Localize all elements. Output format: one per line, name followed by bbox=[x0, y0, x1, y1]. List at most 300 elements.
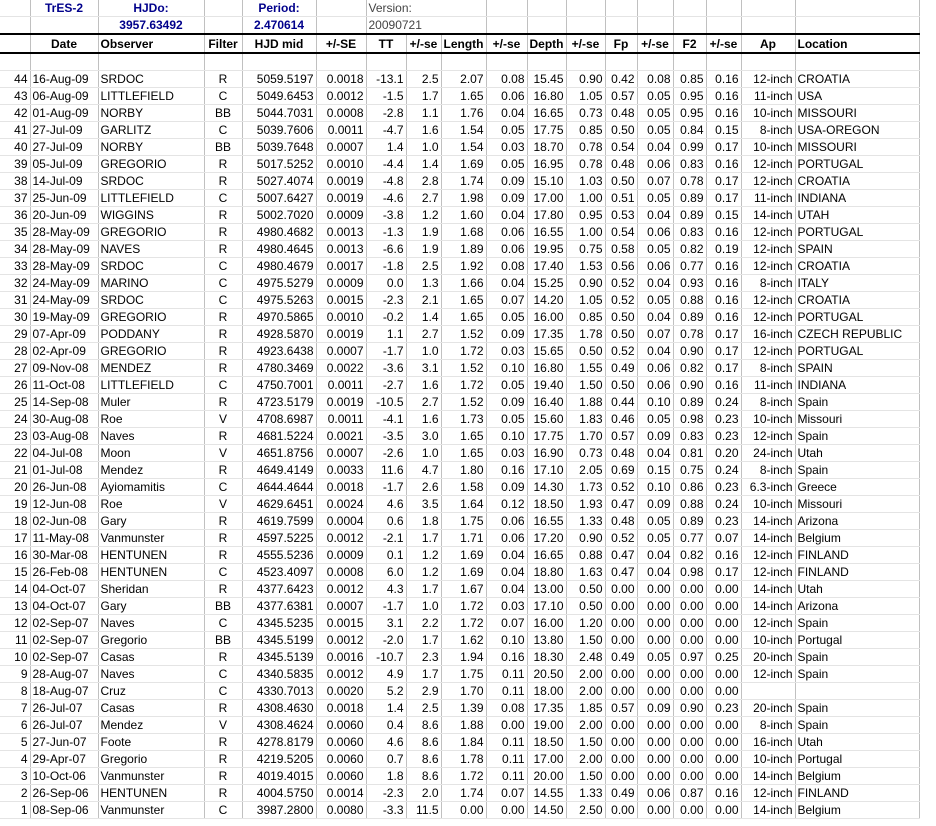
table-cell[interactable]: 0.85 bbox=[566, 122, 605, 139]
table-cell[interactable]: 0.08 bbox=[486, 71, 527, 88]
table-cell[interactable]: 0.99 bbox=[673, 139, 706, 156]
table-cell[interactable]: 0.07 bbox=[706, 530, 741, 547]
period-value[interactable]: 2.470614 bbox=[242, 17, 316, 35]
table-cell[interactable]: 11-inch bbox=[741, 190, 795, 207]
table-cell[interactable]: 1.89 bbox=[441, 241, 486, 258]
table-cell[interactable]: 0.00 bbox=[605, 717, 637, 734]
table-cell[interactable]: 4345.5235 bbox=[242, 615, 316, 632]
table-cell[interactable]: 0.89 bbox=[673, 207, 706, 224]
table-cell[interactable]: 0.54 bbox=[605, 139, 637, 156]
table-cell[interactable]: 14-inch bbox=[741, 530, 795, 547]
table-cell[interactable]: 4980.4679 bbox=[242, 258, 316, 275]
version-label[interactable]: Version: bbox=[366, 0, 486, 17]
table-cell[interactable]: 31 bbox=[0, 292, 30, 309]
table-cell[interactable]: 4923.6438 bbox=[242, 343, 316, 360]
table-cell[interactable]: R bbox=[204, 156, 242, 173]
table-cell[interactable]: 4377.6423 bbox=[242, 581, 316, 598]
table-cell[interactable]: 0.83 bbox=[673, 428, 706, 445]
table-cell[interactable]: 15 bbox=[0, 564, 30, 581]
table-cell[interactable]: 0.24 bbox=[706, 462, 741, 479]
table-cell[interactable]: 13.00 bbox=[527, 581, 566, 598]
table-cell[interactable]: 30-Mar-08 bbox=[30, 547, 98, 564]
table-cell[interactable]: 0.00 bbox=[706, 598, 741, 615]
table-cell[interactable]: 0.09 bbox=[486, 190, 527, 207]
table-cell[interactable]: 0.47 bbox=[605, 564, 637, 581]
table-cell[interactable]: 0.00 bbox=[637, 666, 673, 683]
table-cell[interactable]: 1.69 bbox=[441, 547, 486, 564]
table-cell[interactable]: -1.7 bbox=[366, 598, 406, 615]
table-cell[interactable]: 16.00 bbox=[527, 615, 566, 632]
table-cell[interactable]: 0.03 bbox=[486, 598, 527, 615]
table-cell[interactable]: 0.86 bbox=[673, 479, 706, 496]
cell[interactable] bbox=[366, 53, 406, 71]
table-cell[interactable]: 1.33 bbox=[566, 513, 605, 530]
table-cell[interactable]: 1.8 bbox=[406, 513, 441, 530]
column-header[interactable]: +/-se bbox=[406, 34, 441, 53]
table-cell[interactable]: -10.7 bbox=[366, 649, 406, 666]
table-cell[interactable]: 05-Jul-09 bbox=[30, 156, 98, 173]
cell[interactable] bbox=[566, 53, 605, 71]
table-cell[interactable]: R bbox=[204, 343, 242, 360]
table-cell[interactable]: -3.6 bbox=[366, 360, 406, 377]
table-cell[interactable]: 0.06 bbox=[637, 377, 673, 394]
table-cell[interactable]: PODDANY bbox=[98, 326, 204, 343]
table-cell[interactable]: 4928.5870 bbox=[242, 326, 316, 343]
table-cell[interactable]: BB bbox=[204, 632, 242, 649]
table-cell[interactable]: Belgium bbox=[795, 530, 919, 547]
table-cell[interactable]: SRDOC bbox=[98, 173, 204, 190]
table-cell[interactable]: 0.00 bbox=[637, 581, 673, 598]
table-cell[interactable]: 1.6 bbox=[406, 377, 441, 394]
table-cell[interactable]: 5.2 bbox=[366, 683, 406, 700]
table-cell[interactable]: MARINO bbox=[98, 275, 204, 292]
table-cell[interactable]: R bbox=[204, 71, 242, 88]
table-cell[interactable]: 0.42 bbox=[605, 71, 637, 88]
table-cell[interactable]: 0.00 bbox=[637, 598, 673, 615]
table-cell[interactable]: 8-inch bbox=[741, 717, 795, 734]
table-cell[interactable]: 0.17 bbox=[706, 343, 741, 360]
table-cell[interactable]: 0.50 bbox=[605, 326, 637, 343]
table-cell[interactable]: 0.0018 bbox=[316, 71, 366, 88]
table-cell[interactable]: 0.17 bbox=[706, 139, 741, 156]
table-cell[interactable]: 0.48 bbox=[605, 513, 637, 530]
table-cell[interactable]: 0.00 bbox=[637, 734, 673, 751]
table-cell[interactable]: 10-inch bbox=[741, 751, 795, 768]
table-cell[interactable]: Foote bbox=[98, 734, 204, 751]
table-cell[interactable]: 0.90 bbox=[566, 530, 605, 547]
table-cell[interactable]: 0.00 bbox=[637, 768, 673, 785]
table-cell[interactable]: 10-inch bbox=[741, 139, 795, 156]
table-cell[interactable]: 19.40 bbox=[527, 377, 566, 394]
table-cell[interactable]: 0.0060 bbox=[316, 734, 366, 751]
table-cell[interactable]: 0.11 bbox=[486, 666, 527, 683]
table-cell[interactable]: 0.05 bbox=[637, 122, 673, 139]
table-cell[interactable]: 0.08 bbox=[486, 700, 527, 717]
table-cell[interactable]: 20.00 bbox=[527, 768, 566, 785]
table-cell[interactable]: 4340.5835 bbox=[242, 666, 316, 683]
table-cell[interactable]: 2.07 bbox=[441, 71, 486, 88]
table-cell[interactable]: 1.73 bbox=[441, 411, 486, 428]
table-cell[interactable]: 19.00 bbox=[527, 717, 566, 734]
table-cell[interactable] bbox=[795, 683, 919, 700]
table-cell[interactable]: 1.92 bbox=[441, 258, 486, 275]
table-cell[interactable]: 38 bbox=[0, 173, 30, 190]
table-cell[interactable]: 1.71 bbox=[441, 530, 486, 547]
table-cell[interactable]: 0.0022 bbox=[316, 360, 366, 377]
table-cell[interactable]: 0.05 bbox=[637, 530, 673, 547]
table-cell[interactable]: 16.55 bbox=[527, 224, 566, 241]
table-cell[interactable]: 1.0 bbox=[406, 343, 441, 360]
table-cell[interactable]: 0.57 bbox=[605, 700, 637, 717]
table-cell[interactable]: Casas bbox=[98, 700, 204, 717]
column-header[interactable]: +/-se bbox=[566, 34, 605, 53]
table-cell[interactable]: 0.89 bbox=[673, 309, 706, 326]
table-cell[interactable]: 0.00 bbox=[605, 802, 637, 819]
table-cell[interactable]: C bbox=[204, 275, 242, 292]
table-cell[interactable]: 0.88 bbox=[673, 292, 706, 309]
table-cell[interactable]: R bbox=[204, 224, 242, 241]
table-cell[interactable]: 0.83 bbox=[673, 156, 706, 173]
table-cell[interactable]: 1.84 bbox=[441, 734, 486, 751]
table-cell[interactable]: 1.2 bbox=[406, 564, 441, 581]
table-cell[interactable]: 15.10 bbox=[527, 173, 566, 190]
table-cell[interactable]: 0.05 bbox=[486, 411, 527, 428]
table-cell[interactable]: Gregorio bbox=[98, 751, 204, 768]
cell[interactable] bbox=[741, 17, 795, 35]
table-cell[interactable]: 36 bbox=[0, 207, 30, 224]
table-cell[interactable]: 0.06 bbox=[637, 224, 673, 241]
table-cell[interactable]: 0.0007 bbox=[316, 445, 366, 462]
table-cell[interactable]: 43 bbox=[0, 88, 30, 105]
table-cell[interactable]: 39 bbox=[0, 156, 30, 173]
table-cell[interactable]: 0.03 bbox=[486, 445, 527, 462]
table-cell[interactable]: 1.20 bbox=[566, 615, 605, 632]
table-cell[interactable]: 17 bbox=[0, 530, 30, 547]
table-cell[interactable]: 1.78 bbox=[441, 751, 486, 768]
table-cell[interactable]: 0.0019 bbox=[316, 173, 366, 190]
table-cell[interactable]: HENTUNEN bbox=[98, 564, 204, 581]
table-cell[interactable]: 0.04 bbox=[637, 445, 673, 462]
table-cell[interactable]: 0.05 bbox=[637, 241, 673, 258]
table-cell[interactable]: 2.05 bbox=[566, 462, 605, 479]
table-cell[interactable]: 4219.5205 bbox=[242, 751, 316, 768]
table-cell[interactable]: 4980.4682 bbox=[242, 224, 316, 241]
table-cell[interactable]: 6.3-inch bbox=[741, 479, 795, 496]
table-cell[interactable]: 0.00 bbox=[637, 683, 673, 700]
cell[interactable] bbox=[673, 53, 706, 71]
table-cell[interactable]: Utah bbox=[795, 581, 919, 598]
table-cell[interactable]: 0.00 bbox=[605, 581, 637, 598]
table-cell[interactable]: 4980.4645 bbox=[242, 241, 316, 258]
table-cell[interactable]: 0.15 bbox=[706, 122, 741, 139]
table-cell[interactable]: R bbox=[204, 428, 242, 445]
table-cell[interactable]: 0.98 bbox=[673, 411, 706, 428]
table-cell[interactable]: C bbox=[204, 479, 242, 496]
table-cell[interactable]: 1.72 bbox=[441, 615, 486, 632]
table-cell[interactable]: 24 bbox=[0, 411, 30, 428]
table-cell[interactable]: 4651.8756 bbox=[242, 445, 316, 462]
table-cell[interactable]: 0.78 bbox=[673, 326, 706, 343]
table-cell[interactable]: Missouri bbox=[795, 496, 919, 513]
table-cell[interactable]: 12-inch bbox=[741, 547, 795, 564]
table-cell[interactable]: SRDOC bbox=[98, 71, 204, 88]
table-cell[interactable]: 1.83 bbox=[566, 411, 605, 428]
table-cell[interactable]: 0.50 bbox=[605, 309, 637, 326]
table-cell[interactable]: 17.75 bbox=[527, 428, 566, 445]
table-cell[interactable]: 0.0033 bbox=[316, 462, 366, 479]
table-cell[interactable]: 0.48 bbox=[605, 445, 637, 462]
table-cell[interactable]: 8 bbox=[0, 683, 30, 700]
table-cell[interactable]: C bbox=[204, 802, 242, 819]
column-header[interactable]: +/-se bbox=[637, 34, 673, 53]
table-cell[interactable]: Spain bbox=[795, 666, 919, 683]
table-cell[interactable]: 25-Jun-09 bbox=[30, 190, 98, 207]
cell[interactable] bbox=[706, 53, 741, 71]
table-cell[interactable]: 0.00 bbox=[673, 734, 706, 751]
table-cell[interactable]: 11.6 bbox=[366, 462, 406, 479]
table-cell[interactable]: 24-inch bbox=[741, 445, 795, 462]
table-cell[interactable]: -4.4 bbox=[366, 156, 406, 173]
table-cell[interactable]: 0.25 bbox=[706, 649, 741, 666]
table-cell[interactable]: 1.33 bbox=[566, 785, 605, 802]
table-cell[interactable]: 4644.4644 bbox=[242, 479, 316, 496]
table-cell[interactable]: 1.65 bbox=[441, 309, 486, 326]
table-cell[interactable]: 1.64 bbox=[441, 496, 486, 513]
table-cell[interactable]: 0.00 bbox=[605, 751, 637, 768]
table-cell[interactable]: 11-May-08 bbox=[30, 530, 98, 547]
table-cell[interactable]: 14-Sep-08 bbox=[30, 394, 98, 411]
table-cell[interactable]: 0.17 bbox=[706, 173, 741, 190]
table-cell[interactable]: -10.5 bbox=[366, 394, 406, 411]
table-cell[interactable]: 0.05 bbox=[637, 88, 673, 105]
table-cell[interactable]: 02-Jun-08 bbox=[30, 513, 98, 530]
table-cell[interactable]: 0.16 bbox=[706, 547, 741, 564]
table-cell[interactable]: 0.50 bbox=[566, 598, 605, 615]
table-cell[interactable]: 11 bbox=[0, 632, 30, 649]
table-cell[interactable]: 2.50 bbox=[566, 802, 605, 819]
table-cell[interactable]: 0.19 bbox=[706, 241, 741, 258]
table-cell[interactable]: 2.00 bbox=[566, 666, 605, 683]
table-cell[interactable]: Arizona bbox=[795, 598, 919, 615]
table-cell[interactable]: GREGORIO bbox=[98, 309, 204, 326]
table-cell[interactable]: 0.16 bbox=[706, 88, 741, 105]
table-cell[interactable]: 02-Apr-09 bbox=[30, 343, 98, 360]
table-cell[interactable]: 1.9 bbox=[406, 241, 441, 258]
table-cell[interactable]: Gary bbox=[98, 513, 204, 530]
table-cell[interactable]: C bbox=[204, 615, 242, 632]
table-cell[interactable]: 18.50 bbox=[527, 496, 566, 513]
table-cell[interactable]: USA bbox=[795, 88, 919, 105]
table-cell[interactable]: 0.0007 bbox=[316, 139, 366, 156]
table-cell[interactable]: 0.0060 bbox=[316, 751, 366, 768]
table-cell[interactable]: -2.0 bbox=[366, 632, 406, 649]
table-cell[interactable]: 0.57 bbox=[605, 88, 637, 105]
table-cell[interactable]: Vanmunster bbox=[98, 768, 204, 785]
table-cell[interactable]: 2.2 bbox=[406, 615, 441, 632]
table-cell[interactable]: 0.04 bbox=[486, 564, 527, 581]
table-cell[interactable]: R bbox=[204, 581, 242, 598]
table-cell[interactable]: 17.10 bbox=[527, 598, 566, 615]
table-cell[interactable]: 14.50 bbox=[527, 802, 566, 819]
table-cell[interactable]: 1.00 bbox=[566, 190, 605, 207]
table-cell[interactable]: 8-inch bbox=[741, 394, 795, 411]
table-cell[interactable]: 4750.7001 bbox=[242, 377, 316, 394]
table-cell[interactable]: 8.6 bbox=[406, 734, 441, 751]
table-cell[interactable]: 1.4 bbox=[366, 700, 406, 717]
cell[interactable] bbox=[795, 53, 919, 71]
table-cell[interactable]: 0.0019 bbox=[316, 394, 366, 411]
table-cell[interactable]: 0.82 bbox=[673, 547, 706, 564]
table-cell[interactable]: 30 bbox=[0, 309, 30, 326]
table-cell[interactable]: 5007.6427 bbox=[242, 190, 316, 207]
table-cell[interactable]: 0.00 bbox=[605, 768, 637, 785]
table-cell[interactable]: 0.0013 bbox=[316, 224, 366, 241]
table-cell[interactable]: NAVES bbox=[98, 241, 204, 258]
table-cell[interactable]: BB bbox=[204, 598, 242, 615]
table-cell[interactable]: 17.40 bbox=[527, 258, 566, 275]
table-cell[interactable]: 0.06 bbox=[637, 258, 673, 275]
table-cell[interactable]: Spain bbox=[795, 717, 919, 734]
table-cell[interactable]: 18.00 bbox=[527, 683, 566, 700]
table-cell[interactable]: Naves bbox=[98, 666, 204, 683]
table-cell[interactable]: 0.0012 bbox=[316, 666, 366, 683]
table-cell[interactable]: 0.05 bbox=[486, 122, 527, 139]
cell[interactable] bbox=[637, 0, 673, 17]
table-cell[interactable]: Spain bbox=[795, 615, 919, 632]
table-cell[interactable]: Roe bbox=[98, 411, 204, 428]
period-label[interactable]: Period: bbox=[242, 0, 316, 17]
table-cell[interactable]: 0.57 bbox=[605, 428, 637, 445]
table-cell[interactable]: C bbox=[204, 564, 242, 581]
table-cell[interactable]: CZECH REPUBLIC bbox=[795, 326, 919, 343]
table-cell[interactable]: 0.04 bbox=[486, 275, 527, 292]
table-cell[interactable]: 2 bbox=[0, 785, 30, 802]
table-cell[interactable]: 2.00 bbox=[566, 751, 605, 768]
table-cell[interactable]: 0.0018 bbox=[316, 479, 366, 496]
table-cell[interactable]: 19-May-09 bbox=[30, 309, 98, 326]
table-cell[interactable]: CROATIA bbox=[795, 173, 919, 190]
table-cell[interactable]: 0.90 bbox=[673, 377, 706, 394]
table-cell[interactable]: 4004.5750 bbox=[242, 785, 316, 802]
table-cell[interactable]: 1.03 bbox=[566, 173, 605, 190]
table-cell[interactable]: 1.76 bbox=[441, 105, 486, 122]
table-cell[interactable]: 4278.8179 bbox=[242, 734, 316, 751]
table-cell[interactable]: 1.52 bbox=[441, 326, 486, 343]
table-cell[interactable]: Greece bbox=[795, 479, 919, 496]
table-cell[interactable]: 1.58 bbox=[441, 479, 486, 496]
table-cell[interactable]: 0.16 bbox=[706, 71, 741, 88]
table-cell[interactable]: 1.98 bbox=[441, 190, 486, 207]
table-cell[interactable]: R bbox=[204, 768, 242, 785]
table-cell[interactable]: R bbox=[204, 207, 242, 224]
table-cell[interactable]: 14.20 bbox=[527, 292, 566, 309]
table-cell[interactable]: 1.05 bbox=[566, 292, 605, 309]
table-cell[interactable]: 0.05 bbox=[637, 190, 673, 207]
table-cell[interactable]: R bbox=[204, 360, 242, 377]
table-cell[interactable]: 2.8 bbox=[406, 173, 441, 190]
table-cell[interactable]: 33 bbox=[0, 258, 30, 275]
table-cell[interactable]: 0.00 bbox=[637, 802, 673, 819]
table-cell[interactable]: 0.7 bbox=[366, 751, 406, 768]
table-cell[interactable]: 14-inch bbox=[741, 768, 795, 785]
cell[interactable] bbox=[316, 53, 366, 71]
table-cell[interactable]: 0.0016 bbox=[316, 649, 366, 666]
table-cell[interactable]: 0.04 bbox=[637, 275, 673, 292]
table-cell[interactable]: LITTLEFIELD bbox=[98, 190, 204, 207]
table-cell[interactable]: 0.0021 bbox=[316, 428, 366, 445]
table-cell[interactable]: 0.73 bbox=[566, 105, 605, 122]
table-cell[interactable]: 1.65 bbox=[441, 445, 486, 462]
table-cell[interactable]: 0.0012 bbox=[316, 581, 366, 598]
table-cell[interactable]: 0.0060 bbox=[316, 768, 366, 785]
table-cell[interactable]: 0.0017 bbox=[316, 258, 366, 275]
table-cell[interactable]: LITTLEFIELD bbox=[98, 377, 204, 394]
table-cell[interactable]: 0.15 bbox=[637, 462, 673, 479]
table-cell[interactable]: 0.52 bbox=[605, 479, 637, 496]
cell[interactable] bbox=[706, 17, 741, 35]
table-cell[interactable]: BB bbox=[204, 139, 242, 156]
table-cell[interactable]: -6.6 bbox=[366, 241, 406, 258]
table-cell[interactable]: 0.15 bbox=[706, 207, 741, 224]
table-cell[interactable]: R bbox=[204, 530, 242, 547]
table-cell[interactable]: 28-May-09 bbox=[30, 258, 98, 275]
table-cell[interactable]: 0.0010 bbox=[316, 156, 366, 173]
table-cell[interactable]: 2.0 bbox=[406, 785, 441, 802]
table-cell[interactable]: 07-Apr-09 bbox=[30, 326, 98, 343]
table-cell[interactable]: 0.73 bbox=[566, 445, 605, 462]
table-cell[interactable]: 19.95 bbox=[527, 241, 566, 258]
table-cell[interactable]: 13 bbox=[0, 598, 30, 615]
table-cell[interactable]: -2.8 bbox=[366, 105, 406, 122]
table-cell[interactable]: 1.9 bbox=[406, 224, 441, 241]
table-cell[interactable]: 0.0015 bbox=[316, 615, 366, 632]
table-cell[interactable]: Spain bbox=[795, 462, 919, 479]
table-cell[interactable]: 0.23 bbox=[706, 700, 741, 717]
cell[interactable] bbox=[566, 17, 605, 35]
table-cell[interactable]: CROATIA bbox=[795, 292, 919, 309]
table-cell[interactable]: V bbox=[204, 445, 242, 462]
table-cell[interactable]: 1.74 bbox=[441, 785, 486, 802]
table-cell[interactable]: 04-Jul-08 bbox=[30, 445, 98, 462]
table-cell[interactable]: 0.56 bbox=[605, 258, 637, 275]
table-cell[interactable]: 0.05 bbox=[486, 309, 527, 326]
table-cell[interactable]: 1.72 bbox=[441, 768, 486, 785]
table-cell[interactable]: 0.90 bbox=[566, 275, 605, 292]
table-cell[interactable]: 11.5 bbox=[406, 802, 441, 819]
table-cell[interactable]: Vanmunster bbox=[98, 530, 204, 547]
table-cell[interactable]: 02-Sep-07 bbox=[30, 649, 98, 666]
table-cell[interactable]: 4723.5179 bbox=[242, 394, 316, 411]
table-cell[interactable]: 32 bbox=[0, 275, 30, 292]
table-cell[interactable]: 0.05 bbox=[637, 513, 673, 530]
table-cell[interactable]: 16.80 bbox=[527, 88, 566, 105]
table-cell[interactable]: 0.09 bbox=[637, 428, 673, 445]
table-cell[interactable]: 1.39 bbox=[441, 700, 486, 717]
table-cell[interactable]: 0.00 bbox=[605, 632, 637, 649]
table-cell[interactable]: Missouri bbox=[795, 411, 919, 428]
table-cell[interactable]: 0.11 bbox=[486, 751, 527, 768]
table-cell[interactable]: 0.23 bbox=[706, 411, 741, 428]
table-cell[interactable]: PORTUGAL bbox=[795, 224, 919, 241]
table-cell[interactable]: HENTUNEN bbox=[98, 547, 204, 564]
table-cell[interactable]: 0.00 bbox=[706, 632, 741, 649]
table-cell[interactable]: 09-Nov-08 bbox=[30, 360, 98, 377]
table-cell[interactable]: 0.00 bbox=[706, 615, 741, 632]
table-cell[interactable]: 0.88 bbox=[673, 496, 706, 513]
target-label[interactable]: TrES-2 bbox=[30, 0, 98, 17]
table-cell[interactable]: 2.5 bbox=[406, 700, 441, 717]
table-cell[interactable]: 12-inch bbox=[741, 309, 795, 326]
